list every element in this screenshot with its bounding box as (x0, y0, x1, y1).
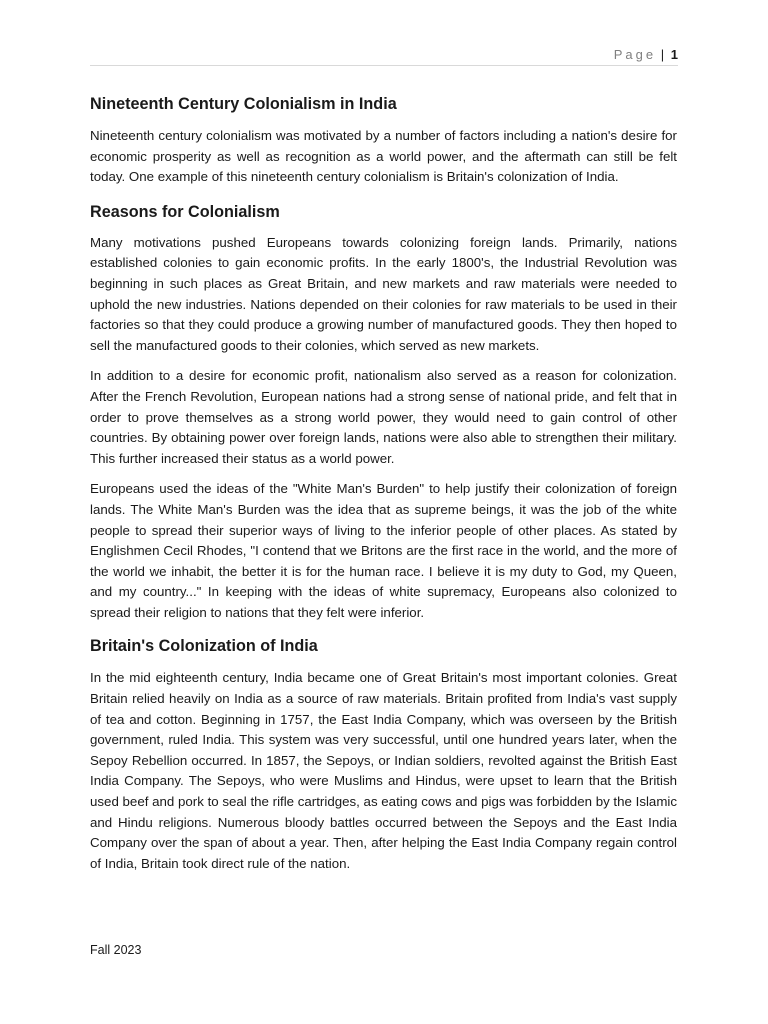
heading-nineteenth-century-colonialism: Nineteenth Century Colonialism in India (90, 95, 397, 113)
page-label: Page (613, 47, 657, 62)
document-body (90, 92, 677, 874)
paragraph-economic-reasons: Many motivations pushed Europeans towards colonizing foreign lands. Primarily, nations established colonies to gain economic profits. In the early 1800's, the Industrial Revolution was beginning in such places as Great Britain, and new markets and raw materials were needed to uphold the new industries. Nations depended on their colonies for raw materials to be used in their factories so that they could produce a growing number of manufactured goods. They then hoped to sell the manufactured goods to their colonies, which served as new markets. (90, 234, 677, 353)
page-number: 1 (670, 47, 678, 62)
paragraph-intro: Nineteenth century colonialism was motivated by a number of factors including a nation's desire for economic prosperity as well as recognition as a world power, and the aftermath can still be felt today. One example of this nineteenth century colonialism is Britain's colonization of India. (90, 128, 677, 185)
page-number-indicator (614, 46, 678, 63)
paragraph-nationalism: In addition to a desire for economic profit, nationalism also served as a reason for colonization. After the French Revolution, European nations had a strong sense of national pride, and felt that in order to prove themselves as a strong world power, they would need to gain control of other countries. By obtaining power over foreign lands, nations were also able to strengthen their military. This further increased their status as a world power. (90, 368, 677, 466)
page-header (90, 46, 678, 66)
heading-reasons-for-colonialism: Reasons for Colonialism (90, 202, 280, 221)
heading-britains-colonization: Britain's Colonization of India (90, 637, 318, 656)
paragraph-britain-india: In the mid eighteenth century, India became one of Great Britain's most important colonies. Great Britain relied heavily on India as a source of raw materials. Britain profited from India's vast supply of tea and cotton. Beginning in 1757, the East India Company, which was overseen by the British government, ruled India. This system was very successful, until one hundred years later, when the Sepoy Rebellion occurred. In 1857, the Sepoys, or Indian soldiers, revolted against the British East India Company. The Sepoys, who were Muslims and Hindus, were upset to learn that the British used beef and pork to seal the rifle cartridges, as eating cows and pigs was forbidden by the Islamic and Hindu religions. Numerous bloody battles occurred between the Sepoys and the East India Company over the span of about a year. Then, after helping the East India Company regain control of India, Britain took direct rule of the nation. (90, 670, 677, 871)
page-footer: Fall 2023 (90, 943, 142, 957)
page-separator: | (660, 47, 665, 62)
paragraph-white-mans-burden: Europeans used the ideas of the "White Man's Burden" to help justify their colonization of foreign lands. The White Man's Burden was the idea that as supreme beings, it was the job of the white people to spread their superior ways of living to the inferior people of other places. As stated by Englishmen Cecil Rhodes, "I contend that we Britons are the first race in the world, and the more of the world we inhabit, the better it is for the human race. I believe it is my duty to God, my Queen, and my country..." In keeping with the ideas of white supremacy, Europeans also colonized to spread their religion to nations that they felt were inferior. (90, 481, 677, 620)
